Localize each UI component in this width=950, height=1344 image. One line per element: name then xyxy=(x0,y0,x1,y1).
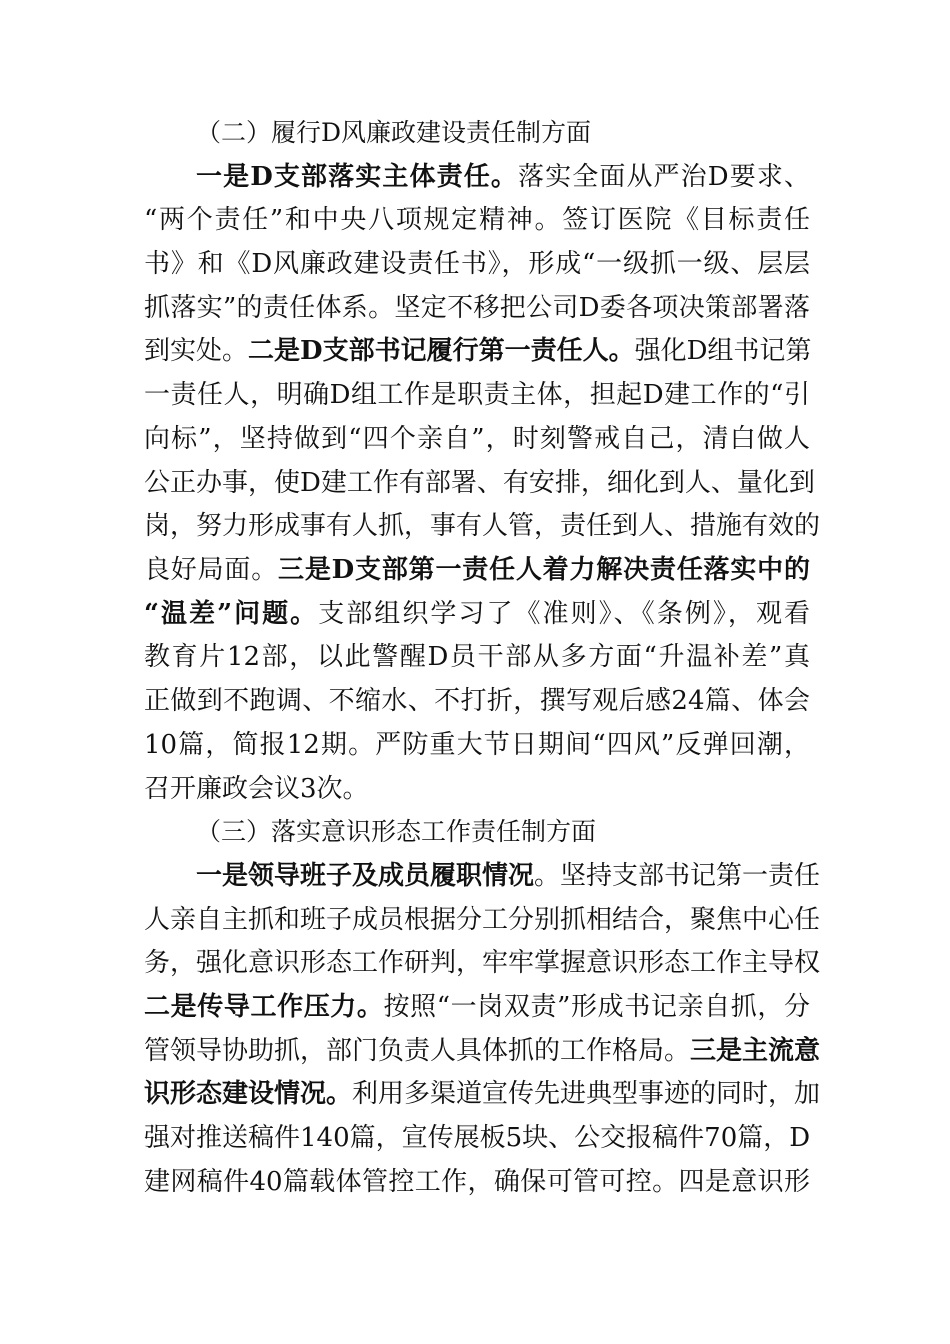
body-text: 强化D组书记第 xyxy=(634,336,812,366)
body-text: 一责任人，明确D组工作是职责主体，担起D建工作的“引 xyxy=(144,380,810,410)
body-text: 教育片12部，以此警醒D员干部从多方面“升温补差”真 xyxy=(144,642,810,672)
text-line xyxy=(144,200,810,240)
body-text: 公正办事，使D建工作有部署、有安排，细化到人、量化到 xyxy=(144,468,815,498)
section-heading: （三）落实意识形态工作责任制方面 xyxy=(196,817,597,847)
bold-text: 二是传导工作压力。 xyxy=(144,992,384,1022)
bold-text: 三是主流意 xyxy=(690,1036,821,1066)
body-text: 向标”，坚持做到“四个亲自”，时刻警戒自己，清白做人 xyxy=(144,424,810,454)
text-line xyxy=(196,157,810,197)
text-line xyxy=(144,594,810,634)
text-line xyxy=(144,550,810,590)
text-line xyxy=(144,681,810,721)
body-text: 利用多渠道宣传先进典型事迹的同时，加 xyxy=(352,1079,821,1109)
body-text: 岗，努力形成事有人抓，事有人管，责任到人、措施有效的 xyxy=(144,511,821,541)
body-text: “两个责任”和中央八项规定精神。签订医院《目标责任 xyxy=(144,205,810,235)
text-line xyxy=(144,375,810,415)
body-text: 抓落实”的责任体系。坚定不移把公司D委各项决策部署落 xyxy=(144,293,810,323)
body-text: 建网稿件40篇载体管控工作，确保可管可控。四是意识形 xyxy=(144,1167,810,1197)
text-line xyxy=(144,637,810,677)
text-line xyxy=(144,1162,810,1202)
body-text: 按照“一岗双责”形成书记亲自抓，分 xyxy=(383,992,810,1022)
text-line xyxy=(196,856,821,896)
body-text: 正做到不跑调、不缩水、不打折，撰写观后感24篇、体会 xyxy=(144,686,810,716)
bold-text: 二是D支部书记履行第一责任人。 xyxy=(248,336,635,366)
body-text: 强对推送稿件140篇，宣传展板5块、公交报稿件70篇，D xyxy=(144,1123,811,1153)
text-line xyxy=(144,943,821,983)
text-line xyxy=(144,419,810,459)
text-line xyxy=(144,244,810,284)
section-heading: （二）履行D风廉政建设责任制方面 xyxy=(196,118,592,147)
body-text: 落实全面从严治D要求、 xyxy=(517,162,810,192)
text-line xyxy=(144,463,815,503)
bold-text: 一是D支部落实主体责任。 xyxy=(196,162,518,192)
body-text: 到实处。 xyxy=(144,336,249,366)
body-text: 良好局面。 xyxy=(144,555,279,585)
text-line xyxy=(144,288,810,328)
text-line xyxy=(144,769,810,809)
body-text: 。坚持支部书记第一责任 xyxy=(534,861,821,891)
body-text: 务，强化意识形态工作研判，牢牢掌握意识形态工作主导权 xyxy=(144,948,821,978)
bold-text: 识形态建设情况。 xyxy=(144,1079,353,1109)
text-line xyxy=(144,900,821,940)
bold-text: 一是领导班子及成员履职情况 xyxy=(196,861,535,891)
text-line xyxy=(144,1118,810,1158)
body-text: 管领导协助抓，部门负责人具体抓的工作格局。 xyxy=(144,1036,691,1066)
body-text: 书》和《D风廉政建设责任书》，形成“一级抓一级、层层 xyxy=(144,249,810,279)
text-line xyxy=(144,331,810,371)
bold-text: “温差”问题。 xyxy=(144,599,319,629)
body-text: 10篇，简报12期。严防重大节日期间“四风”反弹回潮， xyxy=(144,730,810,760)
text-line xyxy=(144,725,810,765)
bold-text: 三是D支部第一责任人着力解决责任落实中的 xyxy=(278,555,810,585)
text-line xyxy=(144,1074,821,1114)
text-line xyxy=(144,506,821,546)
body-text: 人亲自主抓和班子成员根据分工分别抓相结合，聚焦中心任 xyxy=(144,905,821,935)
text-line xyxy=(144,987,810,1027)
text-line xyxy=(144,1031,821,1071)
body-text: 召开廉政会议3次。 xyxy=(144,774,369,804)
body-text: 支部组织学习了《准则》、《条例》，观看 xyxy=(318,599,810,629)
